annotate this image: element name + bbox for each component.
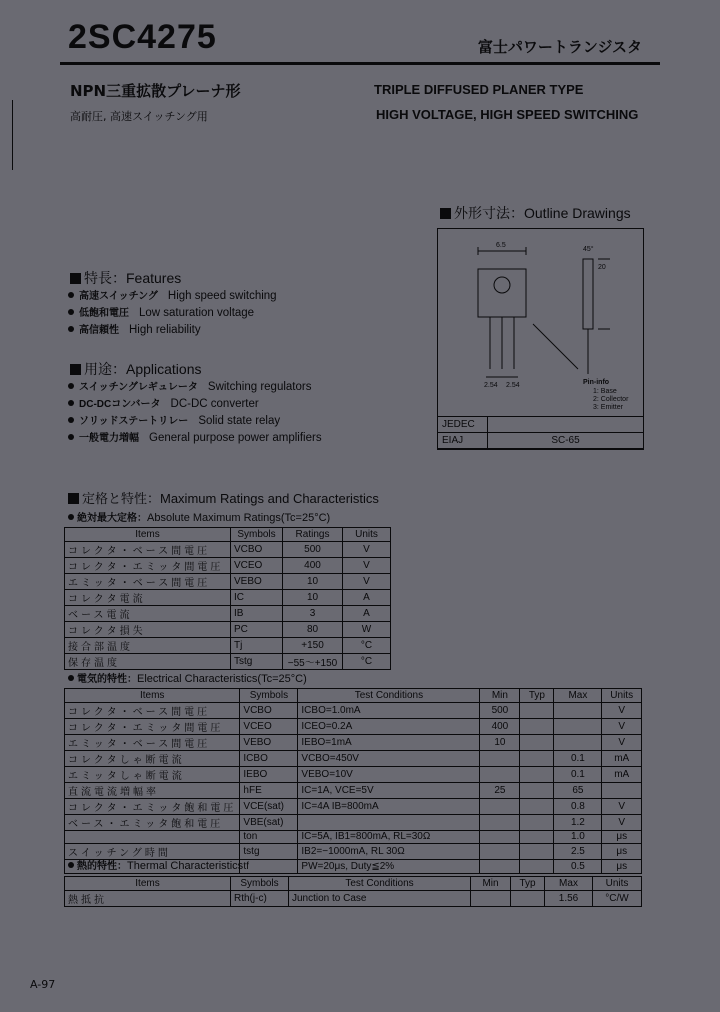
bullet-icon — [68, 292, 74, 298]
table-cell: VEBO — [231, 573, 283, 589]
table-row — [65, 766, 642, 782]
table-row — [65, 637, 391, 653]
header-rule — [60, 62, 660, 65]
table-cell: 80 — [283, 621, 343, 637]
column-header: Symbols — [231, 528, 283, 542]
table-row — [65, 653, 391, 669]
table-cell: V — [343, 557, 391, 573]
table-cell: 10 — [283, 589, 343, 605]
square-bullet-icon — [68, 493, 79, 504]
table-cell: 0.8 — [554, 798, 602, 814]
table-cell: VCBO — [240, 702, 298, 718]
column-header: Typ — [511, 877, 545, 891]
square-bullet-icon — [440, 208, 451, 219]
pin-info: Pin-info — [583, 379, 610, 386]
table-cell: W — [343, 621, 391, 637]
bullet-icon — [68, 309, 74, 315]
table-row — [65, 830, 642, 844]
table-cell: 保存温度 — [65, 653, 231, 669]
table-cell: V — [602, 718, 642, 734]
table-cell: V — [602, 702, 642, 718]
bullet-icon — [68, 434, 74, 440]
table-cell: mA — [602, 766, 642, 782]
list-item: 一般電力増幅 General purpose power amplifiers — [68, 430, 322, 447]
dim-label: 45° — [583, 246, 594, 253]
table-cell: 400 — [480, 718, 520, 734]
table-cell: IB — [231, 605, 283, 621]
list-item: ソリッドステートリレー Solid state relay — [68, 413, 322, 430]
table-cell: mA — [602, 750, 642, 766]
table-cell: 25 — [480, 782, 520, 798]
table-cell: 3 — [283, 605, 343, 621]
table-cell: 10 — [283, 573, 343, 589]
table-cell: +150 — [283, 637, 343, 653]
table-cell: μs — [602, 830, 642, 844]
table-cell: IEBO=1mA — [298, 734, 480, 750]
table-cell — [554, 718, 602, 734]
table-cell: 1.0 — [554, 830, 602, 844]
bullet-icon — [68, 862, 74, 868]
table-cell — [520, 860, 554, 874]
column-header: Units — [343, 528, 391, 542]
table-row — [65, 557, 391, 573]
table-cell — [65, 830, 240, 844]
table-cell: 接合部温度 — [65, 637, 231, 653]
table-row — [65, 605, 391, 621]
table-cell: −55〜+150 — [283, 653, 343, 669]
table-cell: 0.5 — [554, 860, 602, 874]
bullet-icon — [68, 514, 74, 520]
dim-label: 6.5 — [496, 242, 506, 249]
table-cell: ICEO=0.2A — [298, 718, 480, 734]
list-item: スイッチングレギュレータ Switching regulators — [68, 379, 322, 396]
table-cell: エミッタしゃ断電流 — [65, 766, 240, 782]
table-cell — [480, 830, 520, 844]
table-header-row — [65, 689, 642, 703]
table-cell: コレクタ電流 — [65, 589, 231, 605]
table-cell: 10 — [480, 734, 520, 750]
table-header-row — [65, 877, 642, 891]
table-row — [65, 541, 391, 557]
table-cell: 熱抵抗 — [65, 890, 231, 906]
column-header: Test Conditions — [298, 689, 480, 703]
bullet-icon — [68, 326, 74, 332]
part-number: 2SC4275 — [68, 18, 217, 56]
use-jp: 高耐圧, 高速スイッチング用 — [70, 110, 208, 123]
square-bullet-icon — [70, 364, 81, 375]
table-cell: ベース電流 — [65, 605, 231, 621]
table-cell: IC=5A, IB1=800mA, RL=30Ω — [298, 830, 480, 844]
table-cell: 1.56 — [545, 890, 593, 906]
table-cell: V — [343, 573, 391, 589]
maker-label: 富士パワートランジスタ — [477, 38, 642, 56]
list-item: 高信頼性 High reliability — [68, 322, 277, 339]
package-table — [437, 416, 644, 449]
margin-line — [12, 100, 13, 170]
type-en: TRIPLE DIFFUSED PLANER TYPE — [374, 82, 584, 97]
table-cell: 直流電流増幅率 — [65, 782, 240, 798]
table-cell: PW=20μs, Duty≦2% — [298, 860, 480, 874]
table-cell: VCBO — [231, 541, 283, 557]
table-cell: °C — [343, 653, 391, 669]
table-cell — [471, 890, 511, 906]
table-cell: ICBO=1.0mA — [298, 702, 480, 718]
table-cell: V — [602, 814, 642, 830]
table-row — [65, 621, 391, 637]
table-cell: コレクタ・ベース間電圧 — [65, 541, 231, 557]
table-cell — [520, 782, 554, 798]
table-cell: tf — [240, 860, 298, 874]
table-cell — [480, 844, 520, 860]
table-cell: Tstg — [231, 653, 283, 669]
electrical-table — [64, 688, 642, 874]
table-cell: μs — [602, 844, 642, 860]
square-bullet-icon — [70, 273, 81, 284]
column-header: Items — [65, 877, 231, 891]
abs-max-title: 絶対最大定格：Absolute Maximum Ratings(Tc=25°C) — [68, 509, 330, 524]
dim-label: 2.54 — [506, 382, 520, 389]
column-header: Max — [554, 689, 602, 703]
dim-label: 2.54 — [484, 382, 498, 389]
table-cell: コレクタ・エミッタ間電圧 — [65, 718, 240, 734]
table-cell — [480, 860, 520, 874]
list-item: 高速スイッチング High speed switching — [68, 288, 277, 305]
features-title: 特長：Features — [70, 268, 181, 288]
table-cell: コレクタ損失 — [65, 621, 231, 637]
ratings-title: 定格と特性：Maximum Ratings and Characteristics — [68, 488, 379, 507]
package-value: SC-65 — [488, 433, 644, 449]
use-en: HIGH VOLTAGE, HIGH SPEED SWITCHING — [376, 107, 639, 122]
table-cell: IEBO — [240, 766, 298, 782]
table-cell — [480, 798, 520, 814]
table-cell: Junction to Case — [289, 890, 471, 906]
table-cell: 2.5 — [554, 844, 602, 860]
transistor-outline-svg — [438, 229, 643, 419]
table-cell: ベース・エミッタ飽和電圧 — [65, 814, 240, 830]
table-cell: VBE(sat) — [240, 814, 298, 830]
table-cell: IC=4A IB=800mA — [298, 798, 480, 814]
table-row — [65, 814, 642, 830]
column-header: Items — [65, 689, 240, 703]
thermal-title: 熱的特性：Thermal Characteristics — [68, 857, 243, 872]
table-cell — [520, 798, 554, 814]
table-cell: IC — [231, 589, 283, 605]
table-row — [65, 734, 642, 750]
table-cell — [511, 890, 545, 906]
bullet-icon — [68, 400, 74, 406]
pin-info: 1: Base — [593, 388, 617, 395]
table-row — [65, 718, 642, 734]
table-cell: コレクタ・ベース間電圧 — [65, 702, 240, 718]
table-cell: IB2=−1000mA, RL 30Ω — [298, 844, 480, 860]
table-cell — [298, 814, 480, 830]
table-cell — [480, 814, 520, 830]
table-cell: コレクタ・エミッタ飽和電圧 — [65, 798, 240, 814]
table-row — [65, 750, 642, 766]
table-cell: 65 — [554, 782, 602, 798]
table-cell: 0.1 — [554, 750, 602, 766]
features-list — [68, 288, 277, 339]
column-header: Test Conditions — [289, 877, 471, 891]
table-cell: V — [343, 541, 391, 557]
table-cell: A — [343, 605, 391, 621]
table-row — [438, 417, 644, 433]
table-cell: tstg — [240, 844, 298, 860]
table-cell: A — [343, 589, 391, 605]
dim-label: 20 — [598, 264, 606, 271]
bullet-icon — [68, 675, 74, 681]
column-header: Ratings — [283, 528, 343, 542]
electrical-title: 電気的特性：Electrical Characteristics(Tc=25°C) — [68, 670, 307, 685]
table-header-row — [65, 528, 391, 542]
table-cell — [520, 750, 554, 766]
table-cell: hFE — [240, 782, 298, 798]
table-cell: °C/W — [593, 890, 642, 906]
table-cell — [520, 702, 554, 718]
table-row — [438, 433, 644, 449]
column-header: Min — [480, 689, 520, 703]
table-row — [65, 573, 391, 589]
table-cell: コレクタしゃ断電流 — [65, 750, 240, 766]
table-cell — [520, 734, 554, 750]
package-label: EIAJ — [438, 433, 488, 449]
table-cell — [520, 718, 554, 734]
table-cell: 1.2 — [554, 814, 602, 830]
page-number: A-97 — [30, 978, 56, 991]
column-header: Symbols — [231, 877, 289, 891]
table-cell — [554, 702, 602, 718]
table-row — [65, 798, 642, 814]
applications-list — [68, 379, 322, 447]
table-cell — [480, 750, 520, 766]
table-cell: Tj — [231, 637, 283, 653]
table-cell: VCEO — [231, 557, 283, 573]
table-cell: 500 — [283, 541, 343, 557]
outline-title: 外形寸法：Outline Drawings — [440, 203, 631, 223]
table-row — [65, 890, 642, 906]
table-cell — [520, 844, 554, 860]
pin-info: 2: Collector — [593, 396, 629, 403]
column-header: Max — [545, 877, 593, 891]
table-cell: エミッタ・ベース間電圧 — [65, 734, 240, 750]
table-row — [65, 782, 642, 798]
type-jp: NPN三重拡散プレーナ形 — [70, 82, 241, 100]
table-cell — [602, 782, 642, 798]
table-cell: V — [602, 798, 642, 814]
list-item: 低飽和電圧 Low saturation voltage — [68, 305, 277, 322]
pin-info: 3: Emitter — [593, 404, 623, 411]
table-cell: ton — [240, 830, 298, 844]
column-header: Units — [593, 877, 642, 891]
side-profile — [583, 259, 593, 329]
table-cell: VEBO=10V — [298, 766, 480, 782]
table-cell — [520, 766, 554, 782]
table-cell: PC — [231, 621, 283, 637]
column-header: Symbols — [240, 689, 298, 703]
package-label: JEDEC — [438, 417, 488, 433]
table-cell — [520, 814, 554, 830]
table-cell: ICBO — [240, 750, 298, 766]
table-cell: Rth(j-c) — [231, 890, 289, 906]
table-cell — [554, 734, 602, 750]
table-cell: IC=1A, VCE=5V — [298, 782, 480, 798]
column-header: Typ — [520, 689, 554, 703]
table-cell: コレクタ・エミッタ間電圧 — [65, 557, 231, 573]
column-header: Units — [602, 689, 642, 703]
bullet-icon — [68, 417, 74, 423]
table-cell: スイッチング時間 — [65, 844, 240, 860]
table-cell — [480, 766, 520, 782]
package-value — [488, 417, 644, 433]
table-cell — [520, 830, 554, 844]
mounting-hole — [494, 277, 510, 293]
table-cell: V — [602, 734, 642, 750]
table-cell: 500 — [480, 702, 520, 718]
list-item: DC-DCコンバータ DC-DC converter — [68, 396, 322, 413]
table-row — [65, 702, 642, 718]
column-header: Items — [65, 528, 231, 542]
table-cell: 0.1 — [554, 766, 602, 782]
table-cell: °C — [343, 637, 391, 653]
table-row — [65, 589, 391, 605]
applications-title: 用途：Applications — [70, 359, 202, 379]
table-cell: μs — [602, 860, 642, 874]
table-cell: VCBO=450V — [298, 750, 480, 766]
table-cell: VCE(sat) — [240, 798, 298, 814]
table-cell: VCEO — [240, 718, 298, 734]
bullet-icon — [68, 383, 74, 389]
table-cell: VEBO — [240, 734, 298, 750]
table-cell: 400 — [283, 557, 343, 573]
table-cell: エミッタ・ベース間電圧 — [65, 573, 231, 589]
column-header: Min — [471, 877, 511, 891]
thermal-table — [64, 876, 642, 907]
abs-max-table — [64, 527, 391, 670]
